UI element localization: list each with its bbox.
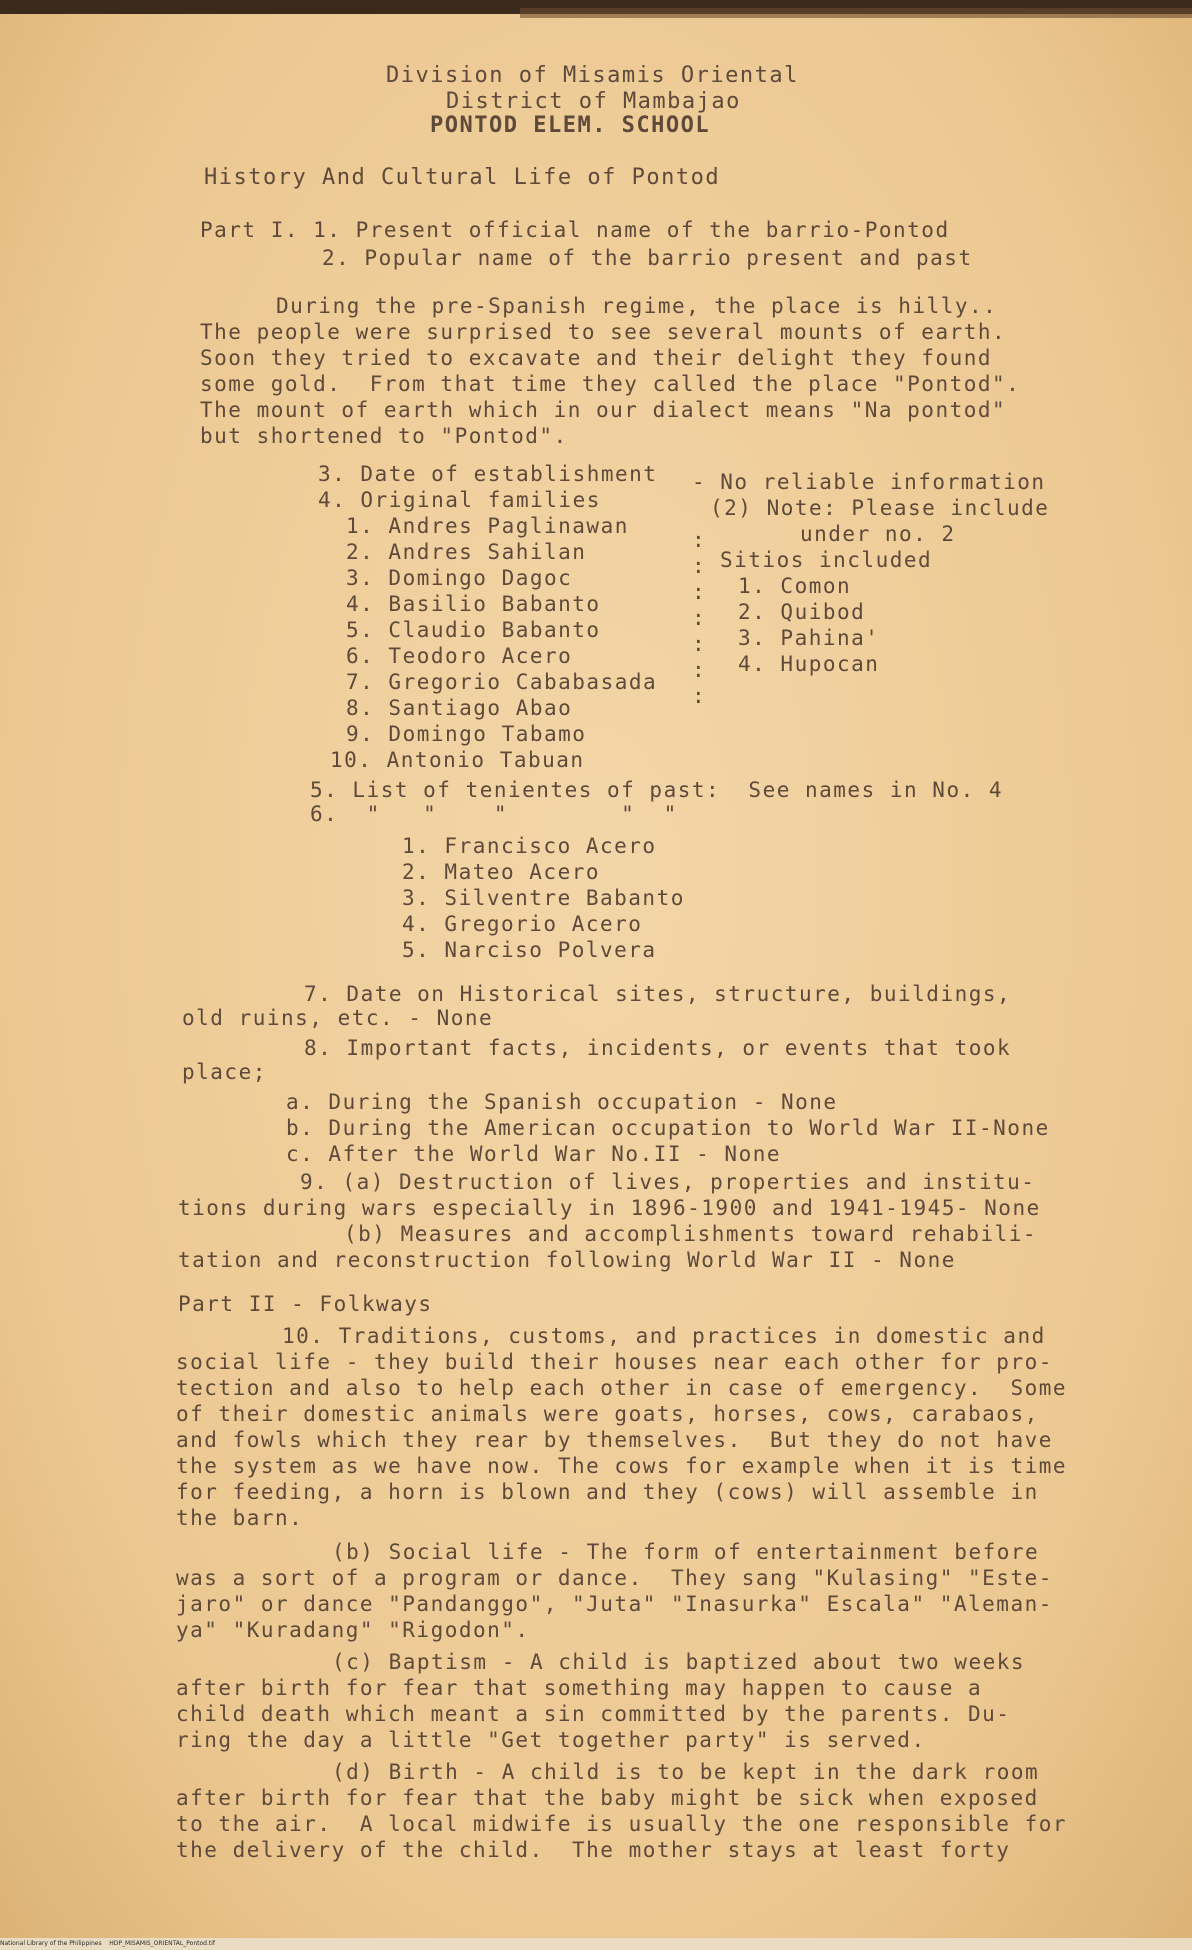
- family-item: 2. Andres Sahilan: [346, 540, 587, 564]
- item10-line: of their domestic animals were goats, horses, cows, carabaos,: [176, 1402, 1039, 1426]
- family-item: 6. Teodoro Acero: [346, 644, 573, 668]
- social-life-line: jaro" or dance "Pandanggo", "Juta" "Inasurka" Escala" "Aleman-: [176, 1592, 1053, 1616]
- item8-line: place;: [182, 1060, 267, 1084]
- doc-title: History And Cultural Life of Pontod: [204, 165, 721, 190]
- birth-line: the delivery of the child. The mother stays at least forty: [176, 1838, 1011, 1862]
- teniente-item: 4. Gregorio Acero: [402, 912, 643, 936]
- baptism-line: child death which meant a sin committed by the parents. Du-: [176, 1702, 1011, 1726]
- social-life-line: ya" "Kuradang" "Rigodon".: [176, 1618, 530, 1642]
- item5-line: 5. List of tenientes of past: See names in No. 4: [310, 778, 1004, 802]
- birth-line: to the air. A local midwife is usually the one responsible for: [176, 1812, 1068, 1836]
- item9-line: tation and reconstruction following World War II - None: [178, 1248, 956, 1272]
- archive-footer: National Library of the Philippines HDP_MISAMIS_ORIENTAL_Pontod.tif: [0, 1940, 216, 1947]
- teniente-item: 3. Silventre Babanto: [402, 886, 685, 910]
- colon-separator: :: [692, 606, 707, 630]
- item10-line: the system as we have now. The cows for example when it is time: [176, 1454, 1068, 1478]
- narrative-line: The mount of earth which in our dialect means "Na pontod": [200, 398, 1007, 422]
- family-item: 3. Domingo Dagoc: [346, 566, 573, 590]
- colon-separator: :: [692, 528, 707, 552]
- note-line: Sitios included: [720, 548, 933, 572]
- teniente-item: 1. Francisco Acero: [402, 834, 657, 858]
- item9-line: (b) Measures and accomplishments toward rehabili-: [344, 1222, 1038, 1246]
- item10-line: the barn.: [176, 1506, 304, 1530]
- colon-separator: :: [692, 554, 707, 578]
- family-item: 7. Gregorio Cababasada: [346, 670, 658, 694]
- item3-answer: - No reliable information: [692, 470, 1046, 494]
- teniente-item: 2. Mateo Acero: [402, 860, 601, 884]
- birth-line: (d) Birth - A child is to be kept in the dark room: [332, 1760, 1040, 1784]
- family-item: 8. Santiago Abao: [346, 696, 573, 720]
- family-item: 5. Claudio Babanto: [346, 618, 601, 642]
- sitio-item: 1. Comon: [738, 574, 852, 598]
- item10-line: 10. Traditions, customs, and practices in domestic and: [282, 1324, 1046, 1348]
- item3-label: 3. Date of establishment: [318, 462, 658, 486]
- narrative-line: During the pre-Spanish regime, the place is hilly..: [276, 294, 998, 318]
- item9-line: tions during wars especially in 1896-1900 and 1941-1945- None: [178, 1196, 1041, 1220]
- sitio-item: 3. Pahina': [738, 626, 880, 650]
- part1-item1: Part I. 1. Present official name of the barrio-Pontod: [200, 218, 950, 242]
- family-item: 1. Andres Paglinawan: [346, 514, 629, 538]
- teniente-item: 5. Narciso Polvera: [402, 938, 657, 962]
- family-item: 10. Antonio Tabuan: [330, 748, 585, 772]
- item8-line: 8. Important facts, incidents, or events that took: [304, 1036, 1012, 1060]
- baptism-line: (c) Baptism - A child is baptized about two weeks: [332, 1650, 1026, 1674]
- part2-heading: Part II - Folkways: [178, 1292, 433, 1316]
- item10-line: tection and also to help each other in case of emergency. Some: [176, 1376, 1068, 1400]
- item7-line: old ruins, etc. - None: [182, 1006, 494, 1030]
- paper-stain: [520, 8, 1192, 18]
- social-life-line: (b) Social life - The form of entertainment before: [332, 1540, 1040, 1564]
- baptism-line: after birth for fear that something may happen to cause a: [176, 1676, 983, 1700]
- colon-separator: :: [692, 580, 707, 604]
- narrative-line: The people were surprised to see several mounts of earth.: [200, 320, 1007, 344]
- item8-sub: b. During the American occupation to World War II-None: [286, 1116, 1050, 1140]
- part1-item2: 2. Popular name of the barrio present and past: [322, 246, 973, 270]
- item10-line: for feeding, a horn is blown and they (cows) will assemble in: [176, 1480, 1039, 1504]
- family-item: 4. Basilio Babanto: [346, 592, 601, 616]
- item7-line: 7. Date on Historical sites, structure, buildings,: [304, 982, 1012, 1006]
- header-school: PONTOD ELEM. SCHOOL: [430, 113, 711, 138]
- narrative-line: Soon they tried to excavate and their delight they found: [200, 346, 993, 370]
- social-life-line: was a sort of a program or dance. They sang "Kulasing" "Este-: [176, 1566, 1053, 1590]
- item10-line: and fowls which they rear by themselves. But they do not have: [176, 1428, 1053, 1452]
- item8-sub: a. During the Spanish occupation - None: [286, 1090, 838, 1114]
- colon-separator: :: [692, 632, 707, 656]
- header-division: Division of Misamis Oriental: [386, 63, 799, 88]
- colon-separator: :: [692, 684, 707, 708]
- note-line: under no. 2: [800, 522, 956, 546]
- item6-line: 6. " " " " ": [310, 802, 678, 826]
- item8-sub: c. After the World War No.II - None: [286, 1142, 782, 1166]
- narrative-line: but shortened to "Pontod".: [200, 424, 568, 448]
- baptism-line: ring the day a little "Get together party" is served.: [176, 1728, 926, 1752]
- sitio-item: 4. Hupocan: [738, 652, 880, 676]
- item4-label: 4. Original families: [318, 488, 601, 512]
- narrative-line: some gold. From that time they called the place "Pontod".: [200, 372, 1021, 396]
- family-item: 9. Domingo Tabamo: [346, 722, 587, 746]
- birth-line: after birth for fear that the baby might be sick when exposed: [176, 1786, 1039, 1810]
- colon-separator: :: [692, 658, 707, 682]
- item10-line: social life - they build their houses near each other for pro-: [176, 1350, 1053, 1374]
- item9-line: 9. (a) Destruction of lives, properties and institu-: [300, 1170, 1036, 1194]
- header-district: District of Mambajao: [446, 89, 741, 114]
- sitio-item: 2. Quibod: [738, 600, 866, 624]
- note-line: (2) Note: Please include: [710, 496, 1050, 520]
